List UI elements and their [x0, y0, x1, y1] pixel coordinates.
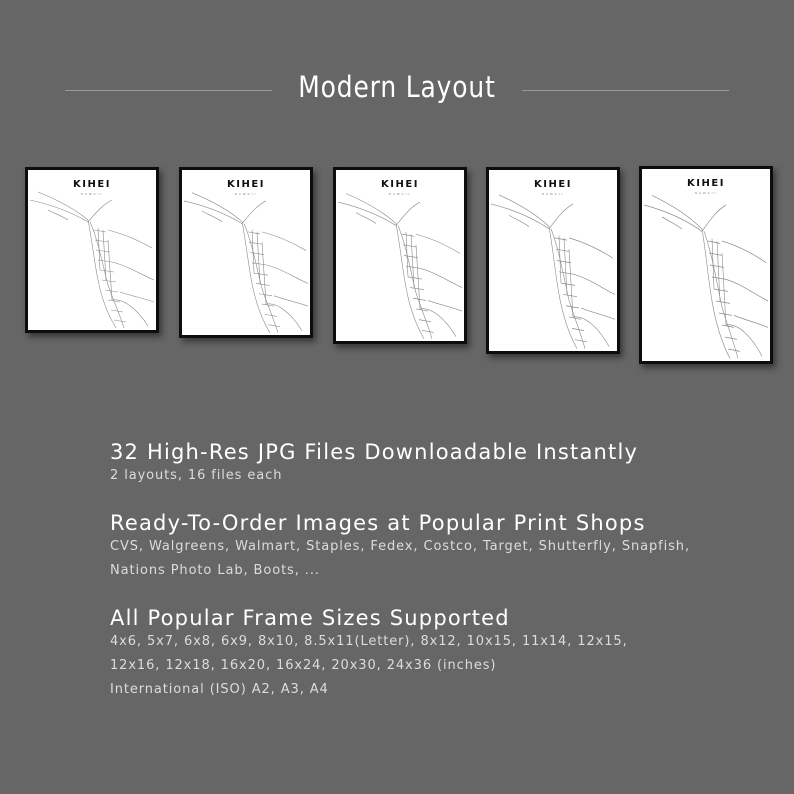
map-street-line: [644, 205, 702, 231]
poster-title: KIHEI: [227, 179, 265, 190]
map-street-line: [702, 229, 730, 359]
map-street-line: [499, 195, 549, 227]
map-street-line: [581, 308, 615, 319]
map-street-line: [88, 200, 112, 222]
poster-frame-2: [179, 167, 313, 338]
map-street-line: [356, 213, 376, 224]
map-street-line: [274, 296, 308, 306]
heading-divider-left: [65, 90, 272, 91]
map-street-line: [30, 200, 88, 222]
map-street-line: [420, 268, 462, 287]
map-street-line: [420, 309, 456, 337]
map-street-line: [108, 230, 152, 248]
map-poster: [642, 169, 770, 361]
feature-detail: Nations Photo Lab, Boots, ...: [110, 563, 320, 578]
feature-title: Ready-To-Order Images at Popular Print Shops: [110, 511, 646, 535]
map-street-line: [573, 317, 609, 347]
map-street-line: [734, 315, 768, 327]
map-street-line: [112, 300, 148, 326]
street-map-illustration: [28, 170, 156, 330]
map-street-line: [573, 274, 615, 294]
map-street-line: [726, 325, 762, 356]
poster-subtitle: HAWAII: [388, 192, 412, 196]
map-street-line: [428, 300, 462, 311]
map-street-line: [112, 262, 154, 280]
map-street-line: [396, 202, 420, 226]
map-street-line: [662, 217, 682, 229]
map-street-line: [266, 304, 302, 331]
map-poster: [182, 170, 310, 335]
feature-detail: 4x6, 5x7, 6x8, 6x9, 8x10, 8.5x11(Letter), 8x12, 10x15, 11x14, 12x15,: [110, 634, 628, 649]
feature-title: All Popular Frame Sizes Supported: [110, 606, 510, 630]
map-street-line: [551, 229, 585, 349]
map-street-line: [416, 234, 460, 253]
map-street-line: [88, 220, 116, 328]
map-street-line: [90, 222, 124, 328]
poster-title: KIHEI: [381, 179, 419, 190]
map-street-line: [549, 204, 573, 229]
poster-title: KIHEI: [534, 179, 572, 190]
page-title: Modern Layout: [298, 70, 496, 104]
map-poster: [336, 170, 464, 341]
map-street-line: [704, 231, 738, 358]
map-street-line: [120, 292, 154, 302]
map-street-line: [262, 232, 306, 251]
poster-title: KIHEI: [687, 178, 725, 189]
map-poster: [489, 170, 617, 351]
map-street-line: [192, 193, 242, 222]
map-street-line: [346, 194, 396, 224]
poster-frame-3: [333, 167, 467, 344]
map-street-line: [509, 215, 529, 226]
map-street-line: [396, 223, 424, 338]
poster-subtitle: HAWAII: [694, 191, 718, 195]
poster-subtitle: HAWAII: [80, 192, 104, 196]
map-street-line: [569, 238, 613, 258]
feature-frame-sizes: [110, 606, 628, 702]
poster-frame-1: [25, 167, 159, 333]
poster-frame-5: [639, 166, 773, 364]
map-street-line: [338, 202, 396, 226]
map-street-line: [242, 201, 266, 224]
map-street-line: [702, 205, 726, 231]
map-street-line: [48, 210, 68, 220]
map-street-line: [38, 192, 88, 220]
map-street-line: [491, 204, 549, 229]
feature-detail: CVS, Walgreens, Walmart, Staples, Fedex, Costco, Target, Shutterfly, Snapfish,: [110, 539, 690, 554]
map-street-line: [726, 279, 768, 301]
map-street-line: [242, 222, 270, 333]
feature-detail: 2 layouts, 16 files each: [110, 468, 283, 483]
map-street-line: [652, 195, 702, 229]
heading-divider-right: [522, 90, 729, 91]
street-map-illustration: [182, 170, 310, 335]
map-street-line: [266, 265, 308, 284]
poster-title: KIHEI: [73, 179, 111, 190]
poster-subtitle: HAWAII: [234, 192, 258, 196]
map-street-line: [549, 227, 577, 349]
street-map-illustration: [642, 169, 770, 361]
poster-subtitle: HAWAII: [541, 192, 565, 196]
feature-detail: 12x16, 12x18, 16x20, 16x24, 20x30, 24x36 (inches): [110, 658, 497, 673]
poster-frame-4: [486, 167, 620, 354]
feature-title: 32 High-Res JPG Files Downloadable Instantly: [110, 440, 639, 464]
map-street-line: [244, 224, 278, 333]
map-street-line: [722, 241, 766, 263]
map-street-line: [184, 201, 242, 224]
feature-print-shops: [110, 511, 690, 583]
map-poster: [28, 170, 156, 330]
feature-detail: International (ISO) A2, A3, A4: [110, 682, 329, 697]
street-map-illustration: [336, 170, 464, 341]
section-heading: [0, 62, 794, 118]
map-street-line: [398, 226, 432, 339]
map-street-line: [202, 211, 222, 221]
feature-files: [110, 440, 638, 488]
street-map-illustration: [489, 170, 617, 351]
